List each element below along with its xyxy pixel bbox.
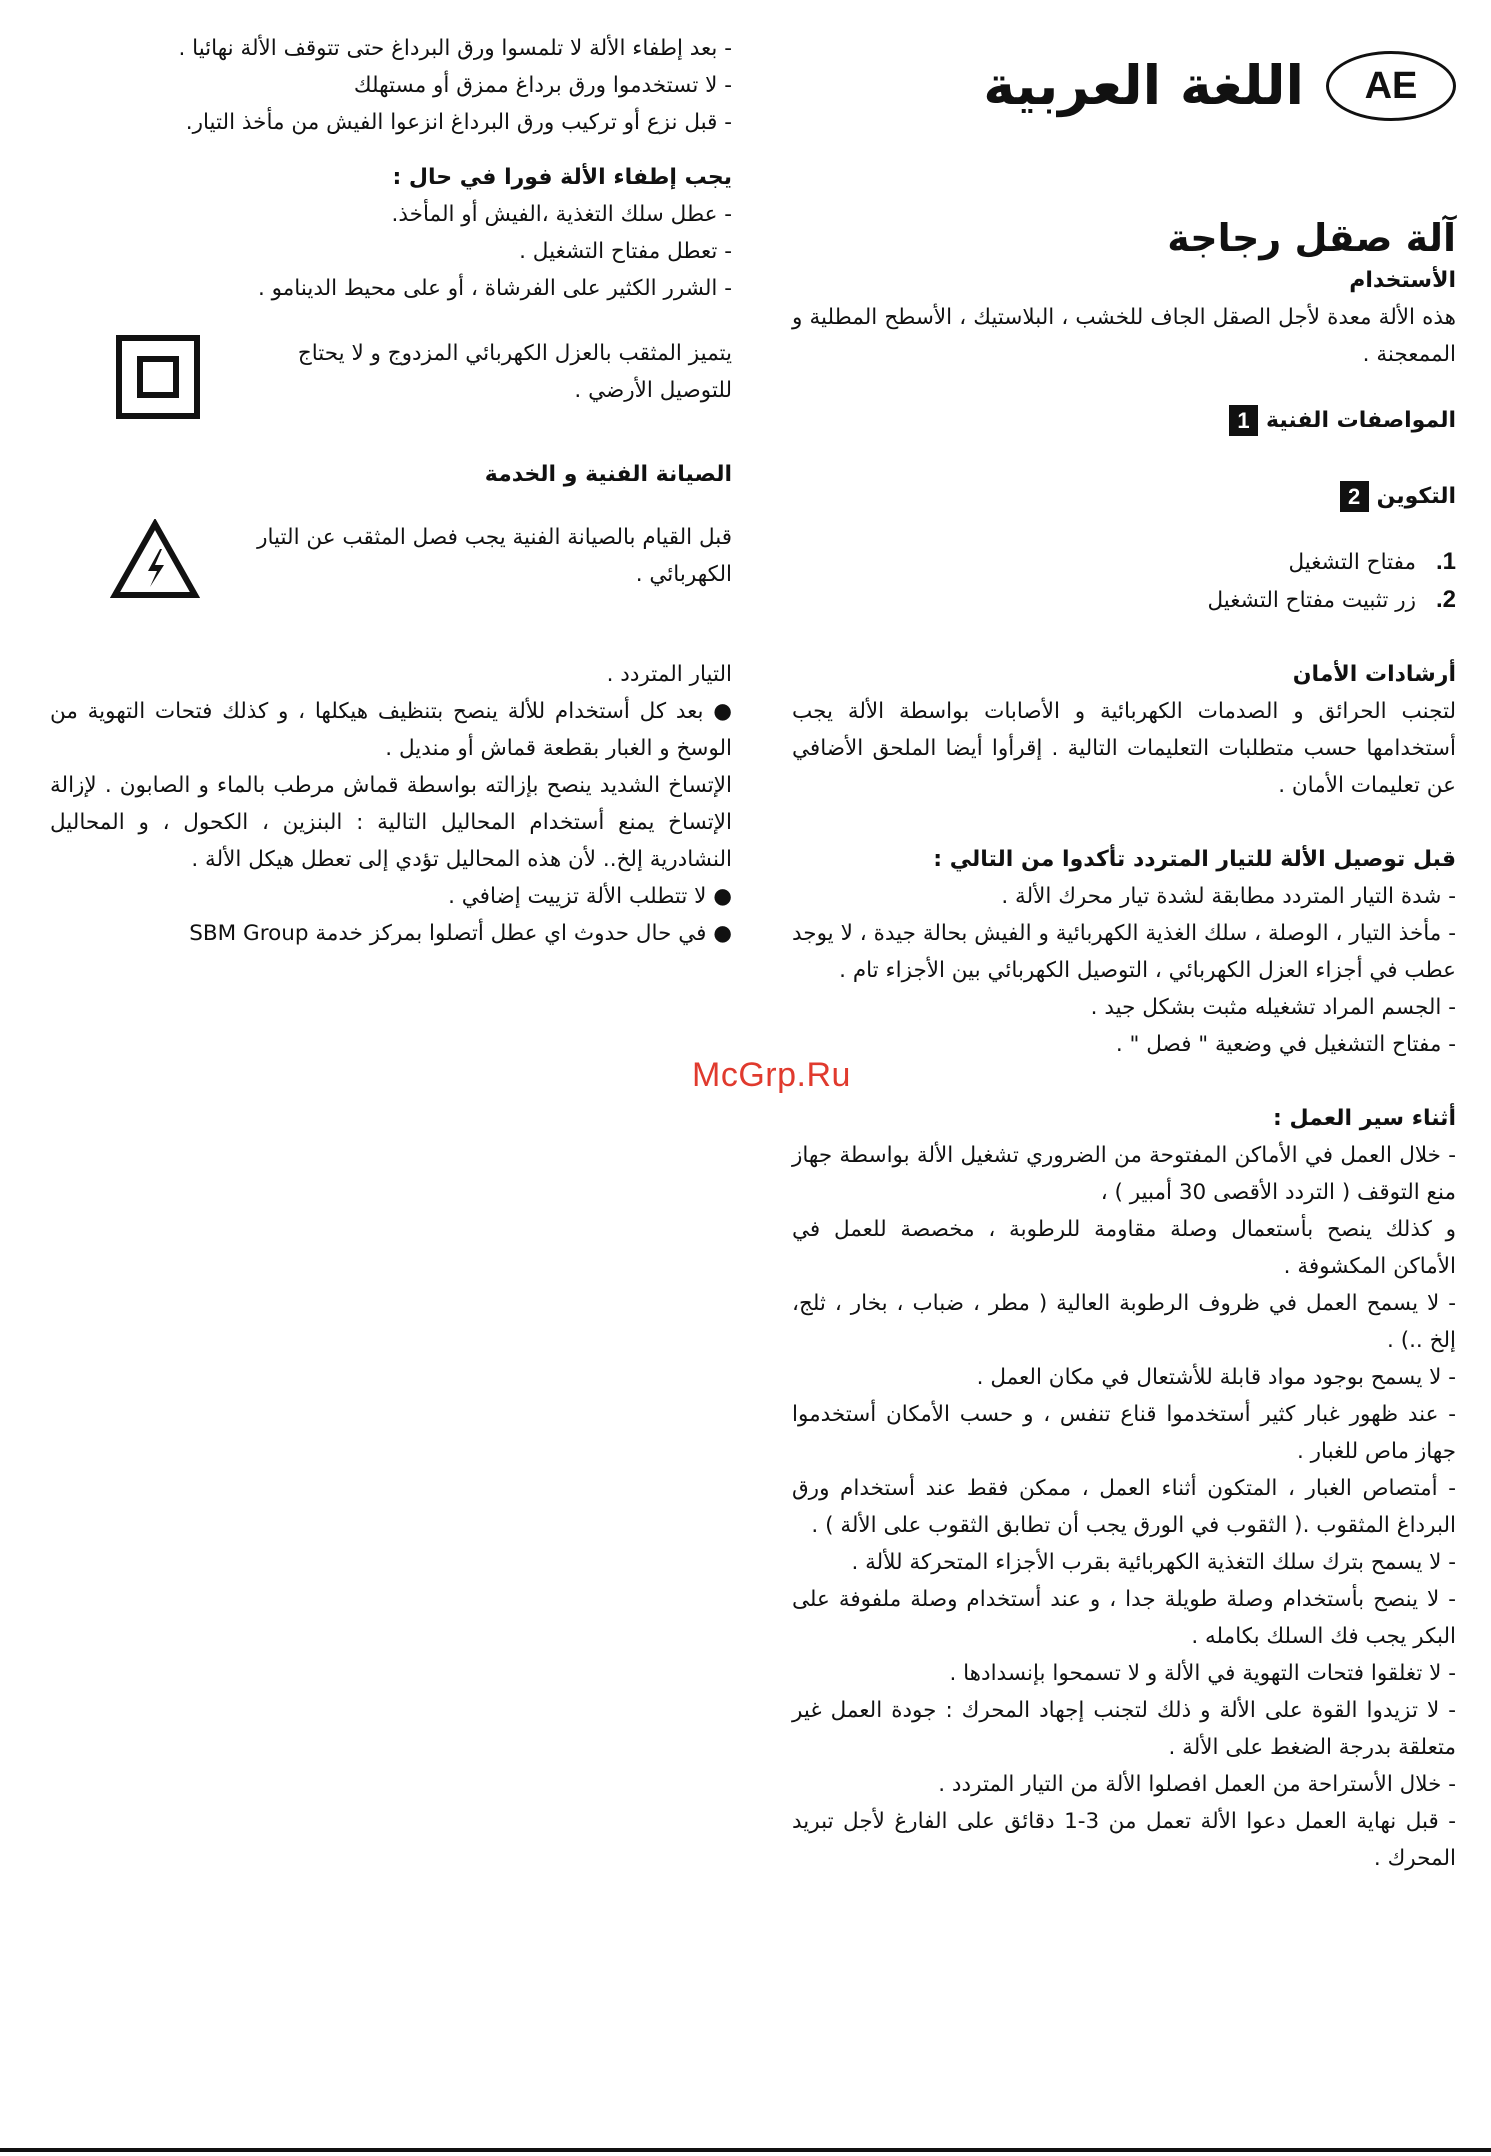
during-item: - لا يسمح بترك سلك التغذية الكهربائية بقرب الأجزاء المتحركة للألة . [851, 1550, 1456, 1575]
lightning-warning-icon [90, 519, 200, 601]
switch-off-item: - عطل سلك التغذية ،الفيش أو المأخذ. [391, 202, 732, 227]
watermark: McGrp.Ru [692, 1056, 851, 1094]
during-item: - خلال العمل في الأماكن المفتوحة من الضروري تشغيل الألة بواسطة جهاز منع التوقف ( التردد الأقصى 30 أمبير ) ، [792, 1143, 1456, 1205]
composition-heading: التكوين [1376, 483, 1456, 509]
language-title: اللغة العربية [983, 54, 1304, 117]
during-item: - قبل نهاية العمل دعوا الألة تعمل من 3-1 دقائق على الفارغ لأجل تبريد المحرك . [792, 1809, 1456, 1871]
double-square-icon [90, 335, 200, 419]
composition-heading-row [792, 467, 1456, 525]
before-item: - شدة التيار المتردد مطابقة لشدة تيار محرك الألة . [1001, 884, 1456, 909]
component-number: 1. [1435, 548, 1456, 575]
maintenance-item: الإتساخ الشديد ينصح بإزالته بواسطة قماش مرطب بالماء و الصابون . لإزالة الإتساخ يمنع أستخدام المحاليل التالية : البنزين ، الكحول ، و المحاليل النشادرية إلخ.. لأن هذه المحاليل تؤدي إلى تعطل هيكل الألة . [50, 773, 732, 872]
during-item: - لا تزيدوا القوة على الألة و ذلك لتجنب إجهاد المحرك : جودة العمل غير متعلقة بدرجة الضغط على الألة . [792, 1698, 1456, 1760]
during-item: و كذلك ينصح بأستعمال وصلة مقاومة للرطوبة ، مخصصة للعمل في الأماكن المكشوفة . [792, 1217, 1456, 1279]
during-item: - عند ظهور غبار كثير أستخدموا قناع تنفس ، و حسب الأمكان أستخدموا جهاز ماص للغبار . [792, 1402, 1456, 1464]
language-badge: AE [1326, 51, 1456, 121]
language-header [792, 30, 1456, 142]
during-item: - لا يسمح بوجود مواد قابلة للأشتعال في مكان العمل . [976, 1365, 1456, 1390]
switch-off-heading: يجب إطفاء الألة فورا في حال : [392, 165, 732, 190]
component-item [792, 543, 1456, 581]
maintenance-item: التيار المتردد . [606, 662, 732, 687]
before-item: - مفتاح التشغيل في وضعية " فصل " . [1115, 1032, 1456, 1057]
maintenance-heading: الصيانة الفنية و الخدمة [484, 462, 732, 487]
maintenance-item: ● بعد كل أستخدام للألة ينصح بتنظيف هيكلها ، و كذلك فتحات التهوية من الوسخ و الغبار بقطعة قماش أو منديل . [50, 699, 732, 761]
safety-text: لتجنب الحرائق و الصدمات الكهربائية و الأصابات بواسطة الألة يجب أستخدامها حسب متطلبات التعليمات التالية . إقرأوا أيضا الملحق الأضافي عن تعليمات الأمان . [792, 699, 1456, 798]
left-column [50, 30, 732, 952]
specs-heading: المواصفات الفنية [1266, 407, 1456, 433]
during-item: - أمتصاص الغبار ، المتكون أثناء العمل ، ممكن فقط عند أستخدام ورق البرداغ المثقوب .( الثقوب في الورق يجب أن تطابق الثقوب على الألة ) . [792, 1476, 1456, 1538]
before-item: - الجسم المراد تشغيله مثبت بشكل جيد . [1090, 995, 1456, 1020]
during-item: - خلال الأستراحة من العمل افصلوا الألة من التيار المتردد . [938, 1772, 1456, 1797]
component-item [792, 581, 1456, 619]
product-title: آلة صقل رجاجة [1167, 216, 1456, 260]
caution-item: - لا تستخدموا ورق برداغ ممزق أو مستهلك [353, 73, 732, 98]
switch-off-item: - الشرر الكثير على الفرشاة ، أو على محيط الدينامو . [258, 276, 732, 301]
during-item: - لا يسمح العمل في ظروف الرطوبة العالية ( مطر ، ضباب ، بخار ، ثلج، إلخ ..) . [792, 1291, 1456, 1353]
caution-item: - بعد إطفاء الألة لا تلمسوا ورق البرداغ حتى تتوقف الألة نهائيا . [178, 36, 732, 61]
insulation-text: يتميز المثقب بالعزل الكهربائي المزدوج و لا يحتاج للتوصيل الأرضي . [297, 341, 732, 403]
before-connection-heading: قبل توصيل الألة للتيار المتردد تأكدوا من التالي : [933, 847, 1456, 872]
maintenance-item: ● في حال حدوث اي عطل أتصلوا بمركز خدمة SBM Group [189, 921, 732, 946]
right-column [792, 30, 1456, 1877]
component-label: مفتاح التشغيل [1288, 550, 1416, 575]
usage-text: هذه الألة معدة لأجل الصقل الجاف للخشب ، البلاستيك ، الأسطح المطلية و الممعجنة . [792, 305, 1456, 367]
during-item: - لا تغلقوا فتحات التهوية في الألة و لا تسمحوا بإنسدادها . [949, 1661, 1456, 1686]
during-work-heading: أثناء سير العمل : [1273, 1106, 1456, 1131]
footer-divider [0, 2148, 1491, 2152]
specs-heading-row [792, 391, 1456, 449]
before-item: - مأخذ التيار ، الوصلة ، سلك الغذية الكهربائية و الفيش بحالة جيدة ، لا يوجد عطب في أجزاء العزل الكهربائي ، التوصيل الكهربائي بين الأجزاء تام . [792, 921, 1456, 983]
usage-heading: الأستخدام [1349, 268, 1456, 293]
composition-figure-number: 2 [1340, 481, 1369, 512]
caution-item: - قبل نزع أو تركيب ورق البرداغ انزعوا الفيش من مأخذ التيار. [185, 110, 732, 135]
component-label: زر تثبيت مفتاح التشغيل [1207, 588, 1416, 613]
specs-figure-number: 1 [1229, 405, 1258, 436]
warning-notice [50, 519, 732, 601]
during-item: - لا ينصح بأستخدام وصلة طويلة جدا ، و عند أستخدام وصلة ملفوفة على البكر يجب فك السلك بكامله . [792, 1587, 1456, 1649]
component-number: 2. [1435, 586, 1456, 613]
insulation-notice [50, 335, 732, 419]
maintenance-item: ● لا تتطلب الألة تزييت إضافي . [448, 884, 732, 909]
switch-off-item: - تعطل مفتاح التشغيل . [519, 239, 732, 264]
safety-heading: أرشادات الأمان [1292, 662, 1456, 687]
warning-text: قبل القيام بالصيانة الفنية يجب فصل المثقب عن التيار الكهربائي . [257, 525, 732, 587]
